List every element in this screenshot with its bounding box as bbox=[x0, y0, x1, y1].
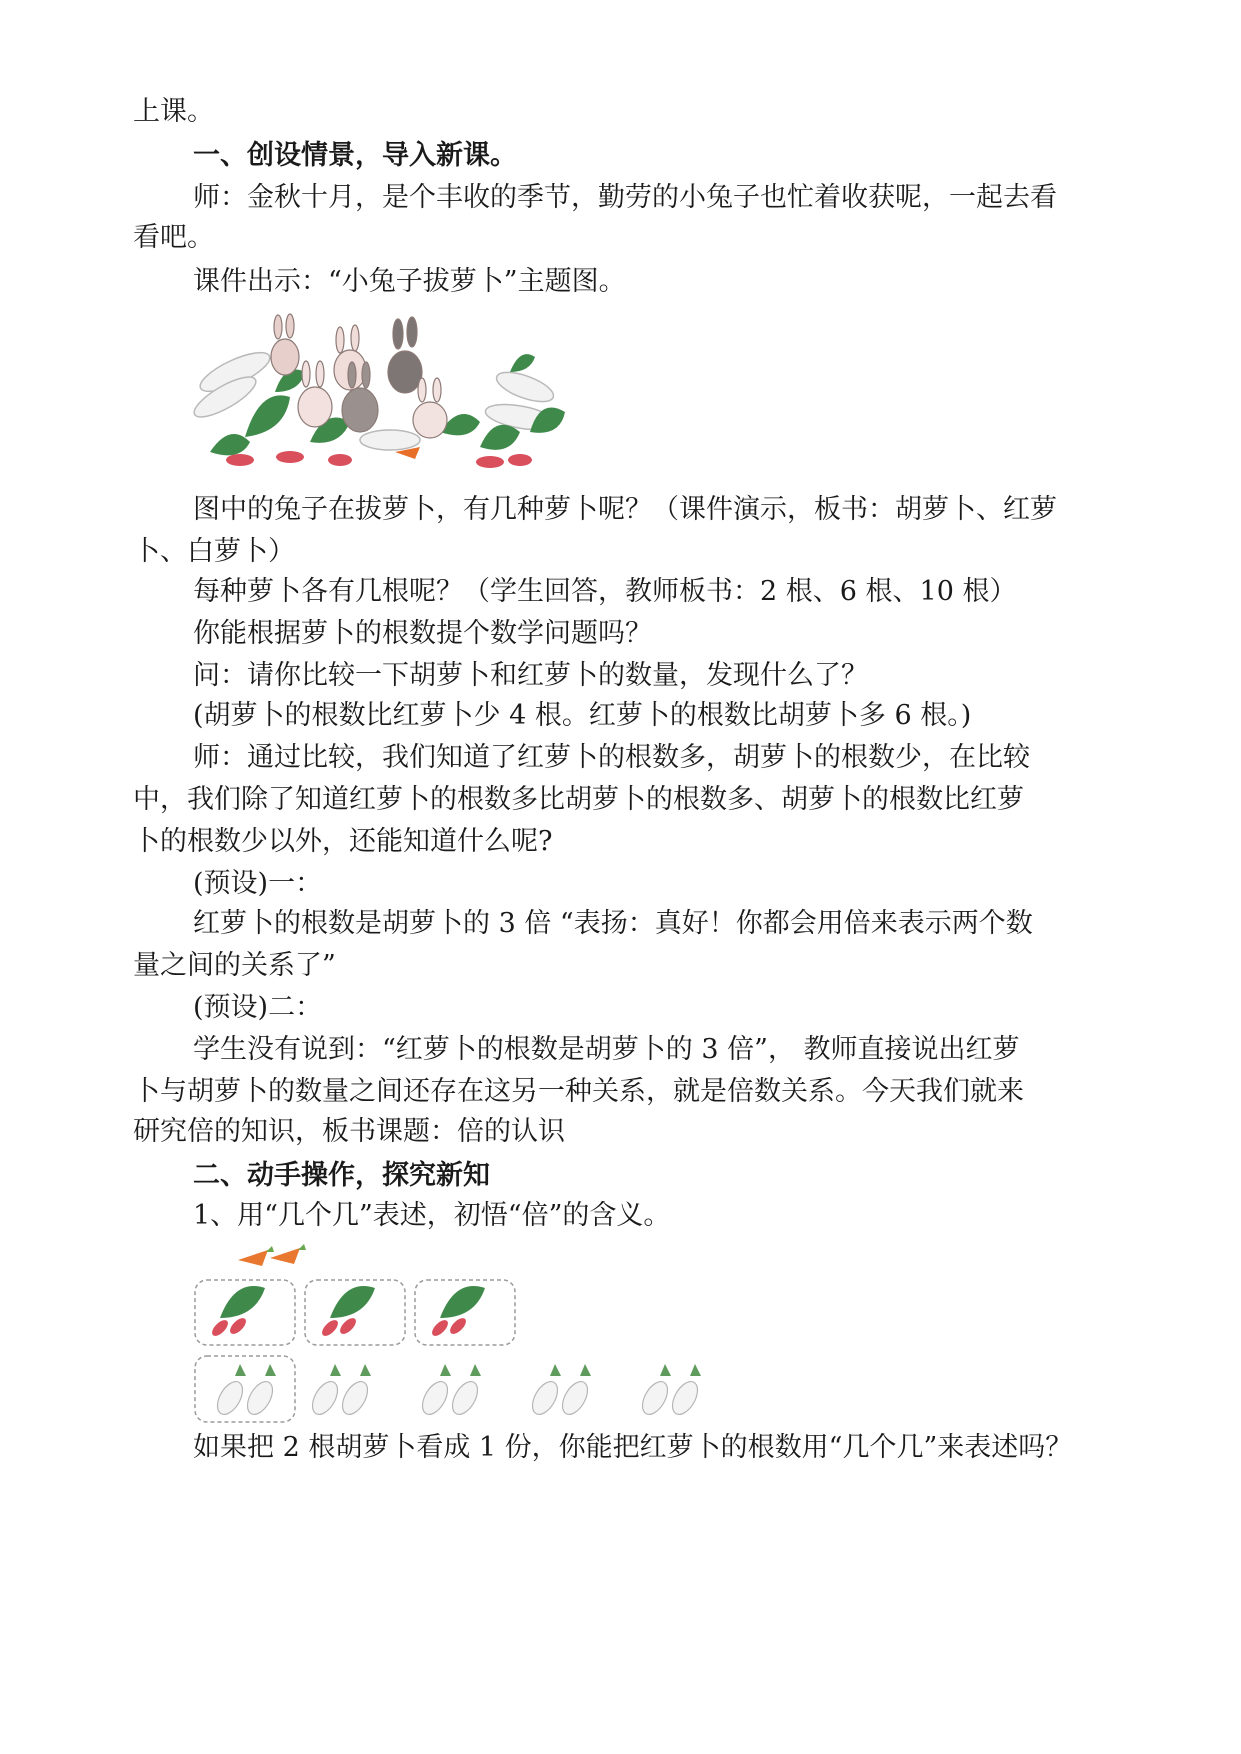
text-line: 图中的兔子在拔萝卜，有几种萝卜呢？（课件演示，板书：胡萝卜、红萝 bbox=[193, 494, 1057, 525]
text-line: 1、用“几个几”表述，初悟“倍”的含义。 bbox=[193, 1200, 671, 1231]
text-line: 上课。 bbox=[133, 96, 214, 127]
text-line: 每种萝卜各有几根呢？（学生回答，教师板书：2 根、6 根、10 根） bbox=[193, 576, 1017, 607]
text-line: 红萝卜的根数是胡萝卜的 3 倍 “表扬：真好！你都会用倍来表示两个数 bbox=[193, 908, 1033, 939]
radish-grouping-illustration bbox=[190, 1238, 750, 1428]
text-line: 看吧。 bbox=[133, 222, 214, 253]
text-line: 如果把 2 根胡萝卜看成 1 份，你能把红萝卜的根数用“几个几”来表述吗？ bbox=[193, 1432, 1073, 1463]
text-line: 学生没有说到：“红萝卜的根数是胡萝卜的 3 倍”， 教师直接说出红萝 bbox=[193, 1034, 1020, 1065]
text-line: 量之间的关系了” bbox=[133, 950, 336, 981]
text-line: 师：通过比较，我们知道了红萝卜的根数多，胡萝卜的根数少，在比较 bbox=[193, 742, 1030, 773]
text-line: 课件出示：“小兔子拔萝卜”主题图。 bbox=[193, 266, 626, 297]
text-line: 你能根据萝卜的根数提个数学问题吗？ bbox=[193, 618, 652, 649]
section-heading: 二、动手操作，探究新知 bbox=[193, 1160, 490, 1191]
section-heading: 一、创设情景，导入新课。 bbox=[193, 140, 517, 171]
text-line: (预设)二： bbox=[193, 992, 323, 1023]
text-line: 问：请你比较一下胡萝卜和红萝卜的数量，发现什么了？ bbox=[193, 660, 868, 691]
text-line: 研究倍的知识，板书课题：倍的认识 bbox=[133, 1116, 565, 1147]
rabbits-radish-illustration bbox=[190, 312, 590, 492]
text-line: 卜、白萝卜） bbox=[133, 536, 295, 567]
text-line: (胡萝卜的根数比红萝卜少 4 根。红萝卜的根数比胡萝卜多 6 根。) bbox=[193, 700, 972, 731]
text-line: (预设)一： bbox=[193, 868, 323, 899]
text-line: 师：金秋十月，是个丰收的季节，勤劳的小兔子也忙着收获呢，一起去看 bbox=[193, 182, 1057, 213]
text-line: 中，我们除了知道红萝卜的根数多比胡萝卜的根数多、胡萝卜的根数比红萝 bbox=[133, 784, 1024, 815]
text-line: 卜的根数少以外，还能知道什么呢? bbox=[133, 826, 553, 857]
text-line: 卜与胡萝卜的数量之间还存在这另一种关系，就是倍数关系。今天我们就来 bbox=[133, 1076, 1024, 1107]
